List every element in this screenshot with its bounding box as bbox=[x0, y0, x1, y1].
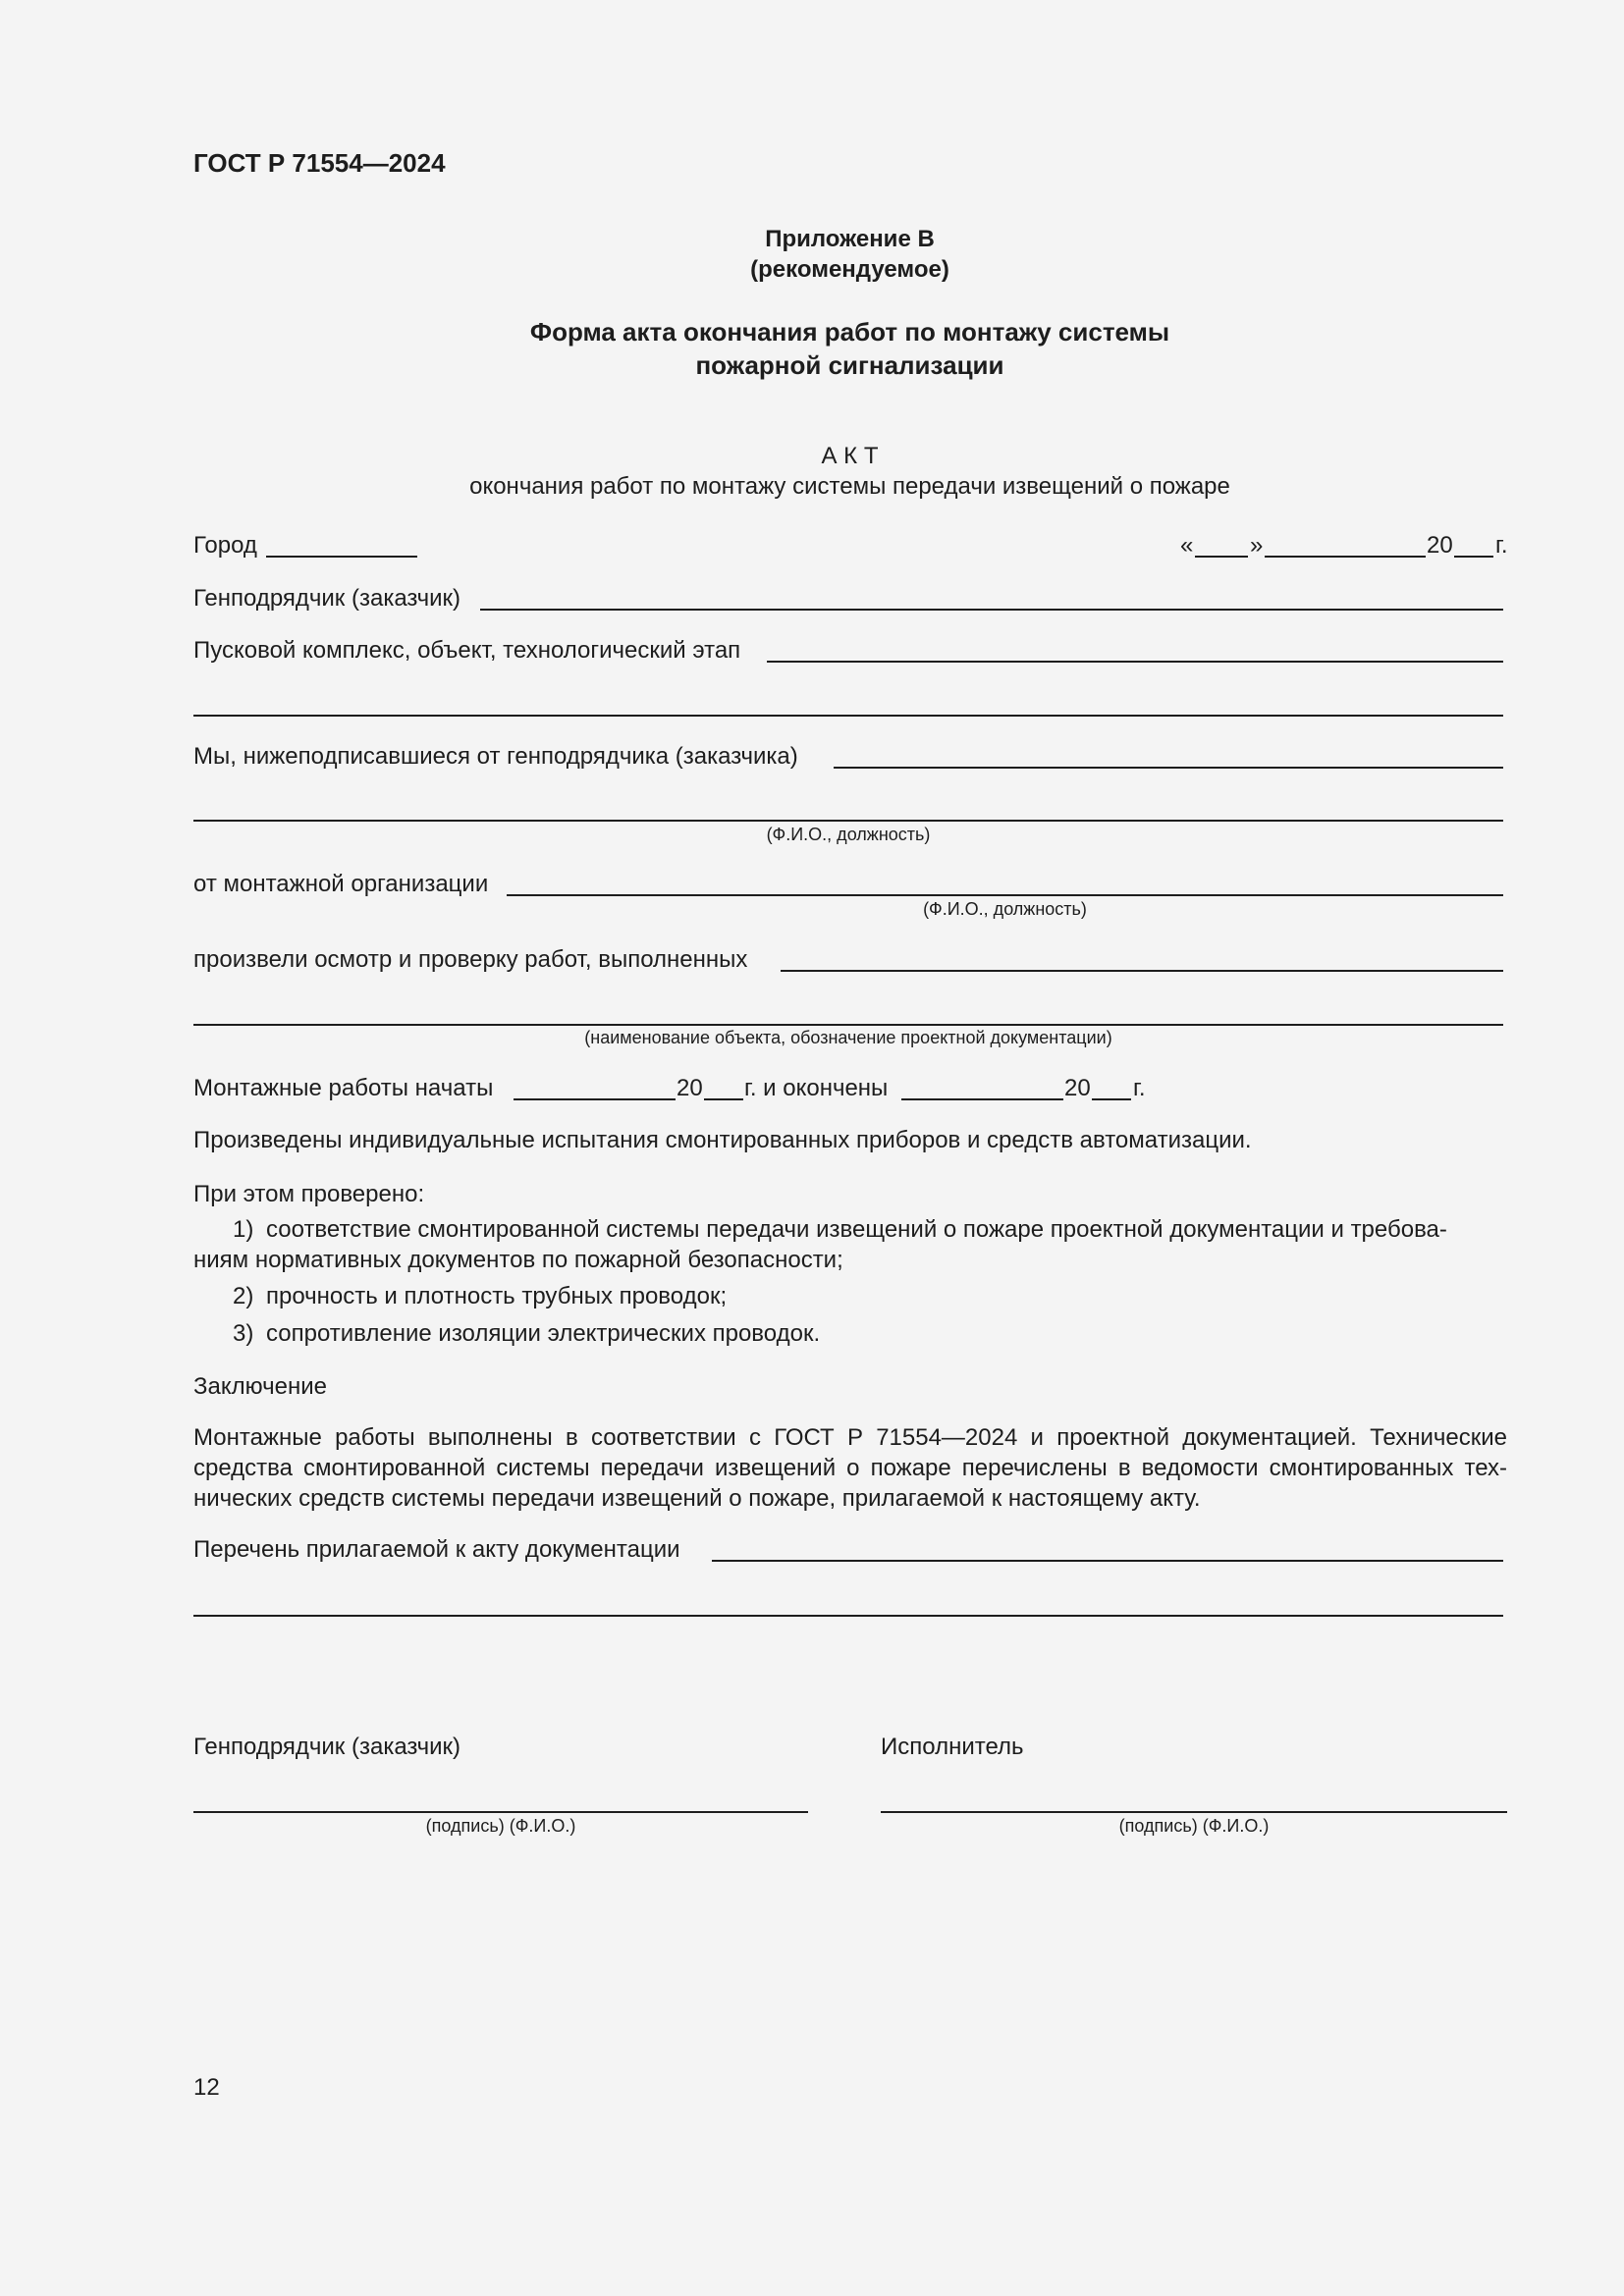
works-year-prefix: 20 bbox=[1064, 1075, 1091, 1101]
check-item-text-continuation: ниям нормативных документов по пожарной безопасности; bbox=[193, 1247, 843, 1273]
city-field[interactable] bbox=[266, 556, 417, 558]
undersigned-label: Мы, нижеподписавшиеся от генподрядчика (заказчика) bbox=[193, 743, 798, 770]
attached-docs-label: Перечень прилагаемой к акту документации bbox=[193, 1536, 680, 1563]
check-number: 1) bbox=[233, 1216, 254, 1243]
standard-header: ГОСТ Р 71554—2024 bbox=[193, 148, 446, 178]
date-year-prefix: 20 bbox=[1427, 532, 1453, 559]
conclusion-text: Монтажные работы выполнены в соответствии с ГОСТ Р 71554—2024 и проектной документацией. Технические средства смонтированной системы передачи извещений о пожаре перечислены в ведомости смонтированных тех-нических средств системы передачи извещений о пожаре, прилагаемой к настоящему акту. bbox=[193, 1424, 1507, 1512]
complex-field-continuation[interactable] bbox=[193, 715, 1503, 717]
inspected-field[interactable] bbox=[781, 970, 1503, 972]
works-started-label: Монтажные работы начаты bbox=[193, 1075, 494, 1101]
check-number: 2) bbox=[233, 1283, 254, 1309]
conclusion-heading: Заключение bbox=[193, 1373, 327, 1400]
signature-right-field[interactable] bbox=[881, 1811, 1507, 1813]
works-start-year-field[interactable] bbox=[704, 1098, 743, 1100]
general-contractor-field[interactable] bbox=[480, 609, 1503, 611]
act-subtitle: окончания работ по монтажу системы передачи извещений о пожаре bbox=[469, 473, 1230, 500]
works-year-suffix: г. bbox=[1133, 1075, 1146, 1101]
signature-left-hint: (подпись) (Ф.И.О.) bbox=[425, 1816, 576, 1836]
signature-right-hint: (подпись) (Ф.И.О.) bbox=[1118, 1816, 1270, 1836]
works-start-date-field[interactable] bbox=[514, 1098, 676, 1100]
installer-label: от монтажной организации bbox=[193, 871, 489, 897]
appendix-status: (рекомендуемое) bbox=[750, 256, 949, 283]
works-year-prefix: 20 bbox=[677, 1075, 703, 1101]
general-contractor-label: Генподрядчик (заказчик) bbox=[193, 585, 461, 612]
date-open-quote: « bbox=[1180, 532, 1194, 559]
attached-docs-field-continuation[interactable] bbox=[193, 1615, 1503, 1617]
appendix-title: Приложение В bbox=[765, 226, 935, 252]
date-month-field[interactable] bbox=[1265, 556, 1426, 558]
city-label: Город bbox=[193, 532, 257, 559]
signature-right-label: Исполнитель bbox=[881, 1734, 1024, 1760]
fio-position-hint: (Ф.И.О., должность) bbox=[766, 825, 931, 844]
signature-left-field[interactable] bbox=[193, 1811, 808, 1813]
check-item-text: соответствие смонтированной системы передачи извещений о пожаре проектной документации и требова- bbox=[266, 1216, 1447, 1243]
check-item-text: сопротивление изоляции электрических проводок. bbox=[266, 1320, 821, 1347]
check-item-text: прочность и плотность трубных проводок; bbox=[266, 1283, 728, 1309]
check-number: 3) bbox=[233, 1320, 254, 1347]
tests-text: Произведены индивидуальные испытания смонтированных приборов и средств автоматизации. bbox=[193, 1127, 1252, 1153]
form-title-line1: Форма акта окончания работ по монтажу системы bbox=[529, 317, 1170, 347]
date-year-field[interactable] bbox=[1454, 556, 1493, 558]
page-number: 12 bbox=[193, 2074, 220, 2101]
works-finished-label: г. и окончены bbox=[744, 1075, 889, 1101]
form-title-line2: пожарной сигнализации bbox=[695, 350, 1004, 380]
act-title: А К Т bbox=[821, 443, 879, 469]
undersigned-field-continuation[interactable] bbox=[193, 820, 1503, 822]
date-day-field[interactable] bbox=[1195, 556, 1248, 558]
complex-label: Пусковой комплекс, объект, технологический этап bbox=[193, 637, 741, 664]
complex-field[interactable] bbox=[767, 661, 1503, 663]
checked-intro: При этом проверено: bbox=[193, 1181, 425, 1207]
date-close-quote: » bbox=[1250, 532, 1264, 559]
fio-position-hint: (Ф.И.О., должность) bbox=[923, 899, 1087, 919]
inspected-field-continuation[interactable] bbox=[193, 1024, 1503, 1026]
works-end-year-field[interactable] bbox=[1092, 1098, 1131, 1100]
inspected-label: произвели осмотр и проверку работ, выполненных bbox=[193, 946, 748, 973]
date-year-suffix: г. bbox=[1495, 532, 1508, 559]
undersigned-field[interactable] bbox=[834, 767, 1503, 769]
attached-docs-field[interactable] bbox=[712, 1560, 1503, 1562]
works-end-date-field[interactable] bbox=[901, 1098, 1063, 1100]
object-hint: (наименование объекта, обозначение проектной документации) bbox=[584, 1028, 1112, 1047]
installer-field[interactable] bbox=[507, 894, 1503, 896]
signature-left-label: Генподрядчик (заказчик) bbox=[193, 1734, 461, 1760]
